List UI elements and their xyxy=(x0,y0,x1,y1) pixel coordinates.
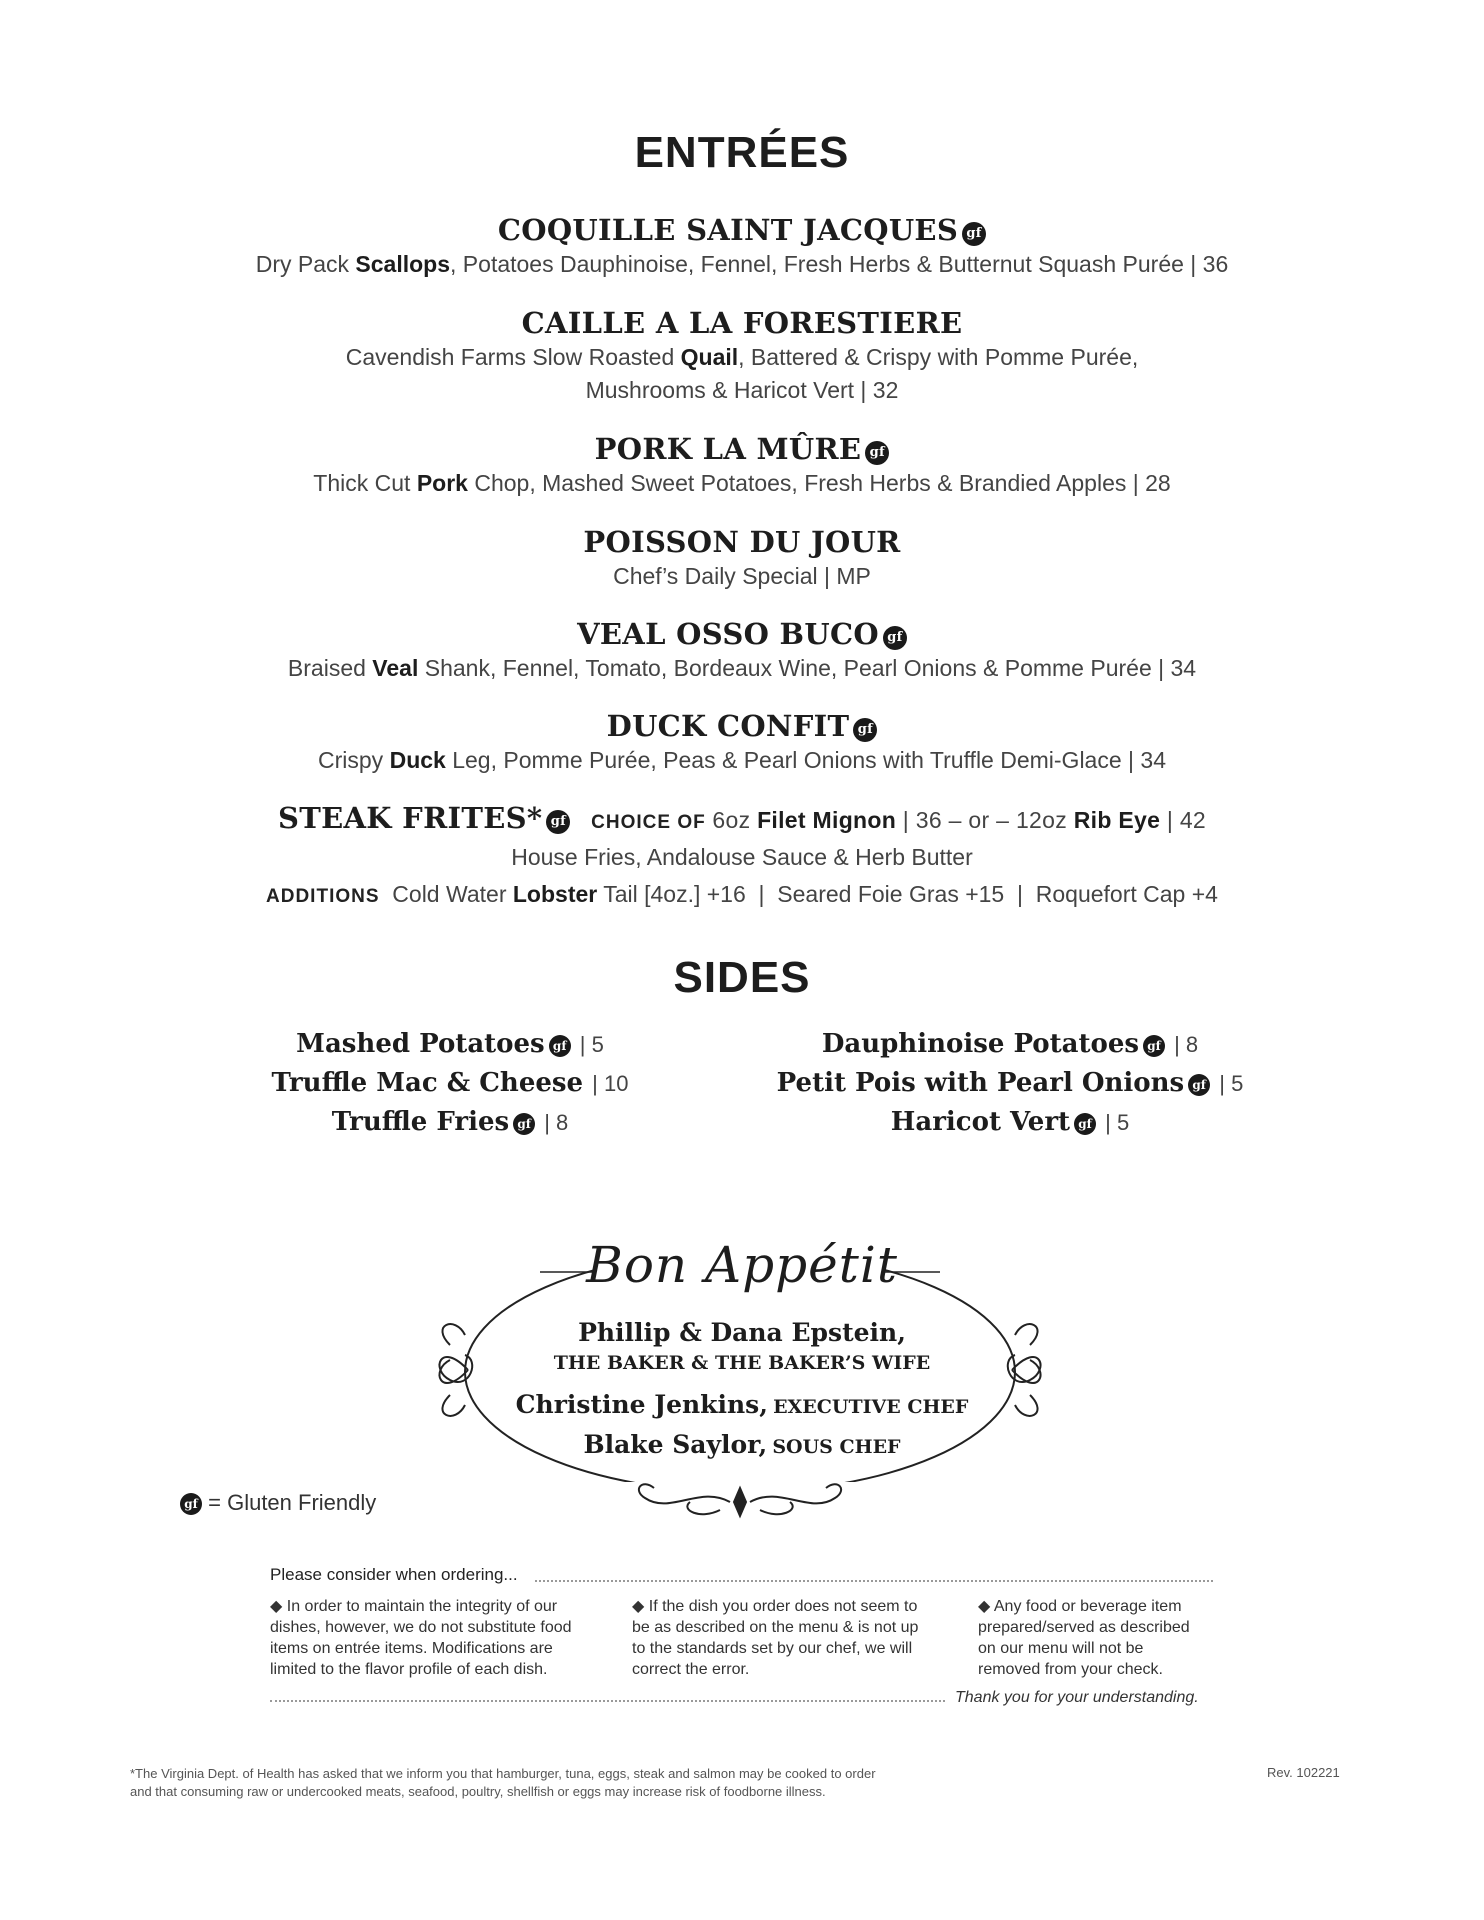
entrees-title: ENTRÉES xyxy=(634,128,850,177)
entree-caille xyxy=(0,305,1484,407)
consider-note-1: ◆ In order to maintain the integrity of our dishes, however, we do not substitute food items on entrée items. Modifications are limited to the flavor profile of each dish. xyxy=(270,1598,572,1678)
side-item: Haricot Vert gf | 5 xyxy=(890,1107,1130,1137)
gluten-friendly-icon: gf xyxy=(853,718,877,742)
executive-chef-line: Christine Jenkins, EXECUTIVE CHEF xyxy=(515,1390,969,1419)
entree-description-line2: Mushrooms & Haricot Vert | 32 xyxy=(585,377,899,403)
entree-name: POISSON DU JOUR xyxy=(583,525,901,559)
side-item: Truffle Mac & Cheese | 10 xyxy=(271,1068,629,1098)
consider-title: Please consider when ordering... xyxy=(270,1565,518,1584)
entree-name: STEAK FRITES* xyxy=(277,801,543,835)
entree-name: COQUILLE SAINT JACQUES xyxy=(497,213,959,247)
entree-duck xyxy=(0,708,1484,777)
thanks-note: Thank you for your understanding. xyxy=(955,1689,1199,1706)
gluten-friendly-icon: gf xyxy=(1188,1074,1210,1096)
entree-steak-frites xyxy=(0,800,1484,913)
owners-name: Phillip & Dana Epstein, xyxy=(578,1318,906,1347)
steak-options: 6oz Filet Mignon | 36 – or – 12oz Rib Eye | 42 xyxy=(705,807,1207,833)
entree-description: Crispy Duck Leg, Pomme Purée, Peas & Pearl Onions with Truffle Demi-Glace | 34 xyxy=(318,747,1166,773)
gluten-friendly-icon: gf xyxy=(962,222,986,246)
gluten-legend: gf = Gluten Friendly xyxy=(180,1490,376,1516)
health-footnote: *The Virginia Dept. of Health has asked that we inform you that hamburger, tuna, eggs, steak and salmon may be cooked to order and that consuming raw or undercooked meats, seafood, poultry, shellfish or eggs may increase risk of foodborne illness. xyxy=(130,1766,876,1799)
owners-title: THE BAKER & THE BAKER’S WIFE xyxy=(553,1352,931,1374)
entree-description: Chef’s Daily Special | MP xyxy=(613,563,871,589)
side-item: Truffle Fries gf | 8 xyxy=(331,1107,569,1137)
entree-name: DUCK CONFIT xyxy=(606,709,850,743)
gluten-friendly-icon: gf xyxy=(883,626,907,650)
entree-name: PORK LA MÛRE xyxy=(594,432,862,466)
revision-code: Rev. 102221 xyxy=(1267,1765,1340,1780)
additions-label: ADDITIONS xyxy=(266,886,380,907)
gluten-friendly-icon: gf xyxy=(865,441,889,465)
bon-appetit-script: Bon Appétit xyxy=(586,1236,898,1294)
gluten-friendly-icon: gf xyxy=(180,1493,202,1515)
entree-veal xyxy=(0,616,1484,685)
dotted-rule-bottom xyxy=(270,1700,945,1702)
gluten-friendly-icon: gf xyxy=(549,1035,571,1057)
entree-description: Braised Veal Shank, Fennel, Tomato, Bordeaux Wine, Pearl Onions & Pomme Purée | 34 xyxy=(287,655,1197,681)
entree-name: VEAL OSSO BUCO xyxy=(577,617,879,651)
gluten-friendly-icon: gf xyxy=(546,810,570,834)
entree-name: CAILLE A LA FORESTIERE xyxy=(521,306,963,340)
entree-description: Cavendish Farms Slow Roasted Quail, Battered & Crispy with Pomme Purée, xyxy=(345,344,1139,370)
gluten-friendly-icon: gf xyxy=(1074,1113,1096,1135)
sides-left-column xyxy=(270,1025,630,1142)
side-item: Mashed Potatoes gf | 5 xyxy=(296,1029,604,1059)
entree-coquille xyxy=(0,212,1484,281)
gluten-friendly-icon: gf xyxy=(513,1113,535,1135)
choice-of-label: CHOICE OF xyxy=(591,812,706,833)
entree-pork xyxy=(0,431,1484,500)
entree-description: Dry Pack Scallops, Potatoes Dauphinoise, Fennel, Fresh Herbs & Butternut Squash Purée | 36 xyxy=(255,251,1229,277)
side-item: Petit Pois with Pearl Onions gf | 5 xyxy=(776,1068,1244,1098)
side-item: Dauphinoise Potatoes gf | 8 xyxy=(821,1029,1199,1059)
entree-description: Thick Cut Pork Chop, Mashed Sweet Potatoes, Fresh Herbs & Brandied Apples | 28 xyxy=(313,470,1171,496)
sides-title: SIDES xyxy=(673,953,811,1002)
gluten-friendly-icon: gf xyxy=(1143,1035,1165,1057)
entree-description: House Fries, Andalouse Sauce & Herb Butter xyxy=(511,844,973,870)
consider-note-2: ◆ If the dish you order does not seem to be as described on the menu & is not up to the standards set by our chef, we will correct the error. xyxy=(632,1598,919,1678)
additions-line: ADDITIONS Cold Water Lobster Tail [4oz.] +16 | Seared Foie Gras +15 | Roquefort Cap +4 xyxy=(266,881,1218,907)
entree-poisson xyxy=(0,524,1484,593)
sides-right-column xyxy=(770,1025,1250,1142)
sous-chef-line: Blake Saylor, SOUS CHEF xyxy=(583,1430,901,1459)
consider-note-3: ◆ Any food or beverage item prepared/served as described on our menu will not be removed from your check. xyxy=(978,1598,1190,1678)
dotted-rule-top xyxy=(535,1580,1213,1582)
